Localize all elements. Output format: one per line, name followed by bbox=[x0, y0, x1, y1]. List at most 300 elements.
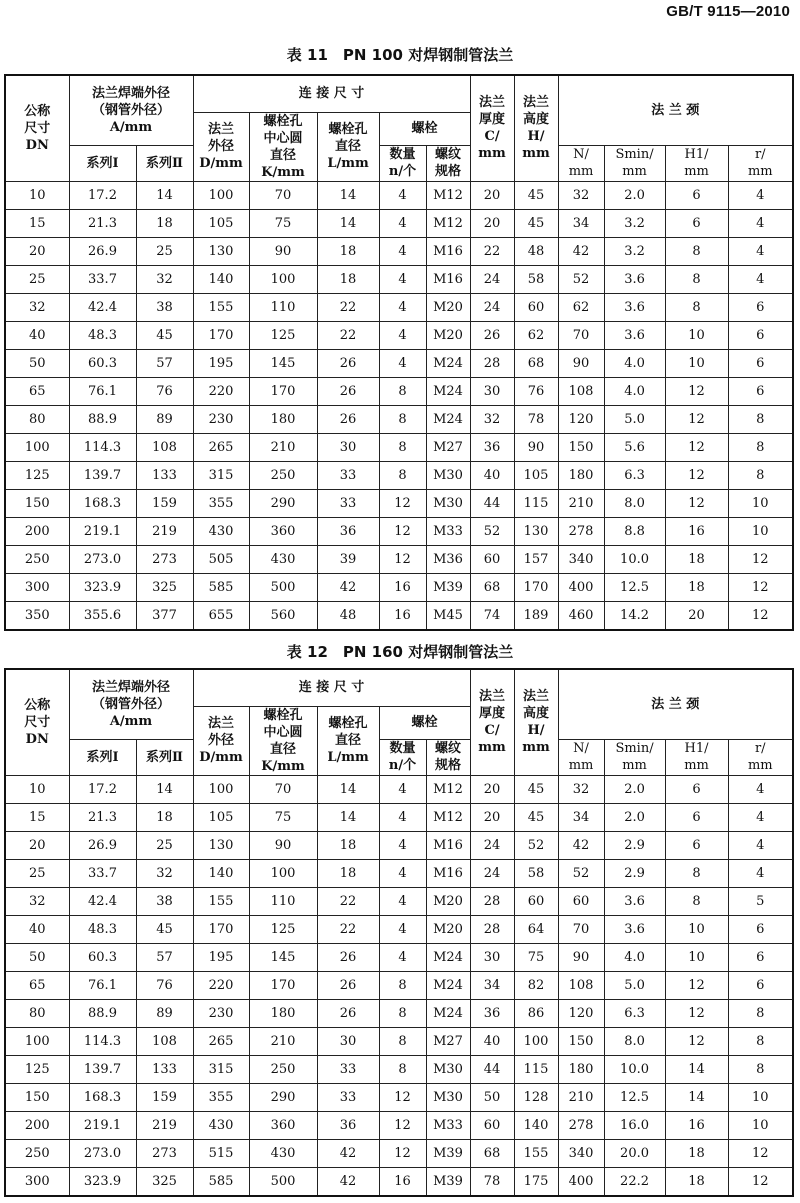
table-cell: 250 bbox=[5, 545, 69, 573]
table-cell: 325 bbox=[136, 573, 193, 601]
table-cell: 108 bbox=[558, 971, 604, 999]
table-12-caption: 表 12 PN 160 对焊钢制管法兰 bbox=[286, 643, 514, 661]
table-cell: 42 bbox=[317, 1139, 379, 1167]
table-row bbox=[5, 1027, 793, 1055]
table-cell: M39 bbox=[426, 1139, 470, 1167]
header-line: 螺纹 bbox=[435, 147, 462, 162]
table-cell: 14.2 bbox=[604, 601, 665, 630]
table-cell: 4 bbox=[379, 943, 426, 971]
table-cell: 60 bbox=[470, 1111, 514, 1139]
table-cell: 460 bbox=[558, 601, 604, 630]
table-cell: 42.4 bbox=[69, 887, 136, 915]
table-cell: 340 bbox=[558, 1139, 604, 1167]
table-cell: 2.9 bbox=[604, 859, 665, 887]
table-cell: 180 bbox=[249, 999, 317, 1027]
table-cell: 100 bbox=[249, 265, 317, 293]
header-line: 规格 bbox=[435, 164, 462, 179]
table-cell: 6 bbox=[728, 377, 793, 405]
table-cell: 26.9 bbox=[69, 831, 136, 859]
table-cell: 5 bbox=[728, 887, 793, 915]
table-cell: 8 bbox=[728, 1055, 793, 1083]
header-connection-dimensions: 连 接 尺 寸 bbox=[193, 75, 470, 112]
table-cell: 58 bbox=[514, 265, 558, 293]
table-cell: 400 bbox=[558, 573, 604, 601]
table-cell: 28 bbox=[470, 349, 514, 377]
header-flange-od bbox=[193, 112, 249, 181]
table-cell: 22 bbox=[470, 237, 514, 265]
table-row bbox=[5, 237, 793, 265]
table-cell: 52 bbox=[558, 859, 604, 887]
header-line: mm bbox=[478, 146, 506, 162]
table-cell: 10 bbox=[665, 943, 728, 971]
table-cell: 200 bbox=[5, 517, 69, 545]
table-cell: 78 bbox=[514, 405, 558, 433]
table-cell: 30 bbox=[317, 433, 379, 461]
table-cell: 17.2 bbox=[69, 181, 136, 209]
table-cell: 12 bbox=[665, 971, 728, 999]
table-cell: 4 bbox=[379, 293, 426, 321]
table-cell: 500 bbox=[249, 1167, 317, 1196]
table-cell: 60.3 bbox=[69, 943, 136, 971]
header-line: mm bbox=[478, 740, 506, 756]
table-cell: 140 bbox=[193, 859, 249, 887]
table-cell: 20 bbox=[5, 237, 69, 265]
table-cell: 76.1 bbox=[69, 377, 136, 405]
table-cell: 10 bbox=[665, 349, 728, 377]
table-cell: 20 bbox=[5, 831, 69, 859]
table-row bbox=[5, 489, 793, 517]
table-cell: 22 bbox=[317, 887, 379, 915]
table-cell: 4 bbox=[379, 321, 426, 349]
header-line: D/mm bbox=[199, 750, 243, 765]
table-cell: 15 bbox=[5, 209, 69, 237]
table-cell: 3.2 bbox=[604, 209, 665, 237]
table-cell: 42 bbox=[317, 1167, 379, 1196]
table-cell: 10.0 bbox=[604, 545, 665, 573]
table-row bbox=[5, 377, 793, 405]
table-cell: 108 bbox=[136, 433, 193, 461]
standard-number: GB/T 9115—2010 bbox=[666, 3, 790, 20]
table-cell: 6 bbox=[728, 349, 793, 377]
table-cell: 265 bbox=[193, 1027, 249, 1055]
table-cell: 4 bbox=[379, 209, 426, 237]
table-cell: 68 bbox=[470, 573, 514, 601]
table-cell: 4.0 bbox=[604, 349, 665, 377]
header-line: mm bbox=[684, 164, 709, 179]
table-cell: 45 bbox=[136, 321, 193, 349]
table-row bbox=[5, 209, 793, 237]
table-cell: M24 bbox=[426, 999, 470, 1027]
header-line: mm bbox=[684, 758, 709, 773]
table-cell: 32 bbox=[470, 405, 514, 433]
header-line: K/mm bbox=[261, 758, 305, 774]
table-cell: 42 bbox=[317, 573, 379, 601]
header-flange-od bbox=[193, 706, 249, 775]
header-line: 法兰焊端外径 bbox=[92, 679, 171, 695]
header-line: 直径 bbox=[270, 741, 297, 757]
table-cell: 34 bbox=[470, 971, 514, 999]
table-cell: 78 bbox=[470, 1167, 514, 1196]
table-cell: 50 bbox=[470, 1083, 514, 1111]
header-line: 法兰 bbox=[523, 689, 550, 705]
table-cell: 28 bbox=[470, 915, 514, 943]
table-row bbox=[5, 265, 793, 293]
table-cell: 12 bbox=[728, 545, 793, 573]
table-cell: 33 bbox=[317, 461, 379, 489]
table-cell: 60 bbox=[514, 293, 558, 321]
table-cell: 32 bbox=[5, 887, 69, 915]
table-cell: 350 bbox=[5, 601, 69, 630]
table-row bbox=[5, 293, 793, 321]
table-cell: 8 bbox=[665, 265, 728, 293]
table-cell: M20 bbox=[426, 321, 470, 349]
table-cell: 14 bbox=[136, 775, 193, 803]
table-cell: 52 bbox=[514, 831, 558, 859]
table-cell: 18 bbox=[136, 803, 193, 831]
header-line: 螺栓孔 bbox=[263, 707, 303, 723]
header-line: 数量 bbox=[389, 147, 416, 162]
table-cell: 145 bbox=[249, 943, 317, 971]
table-cell: 12 bbox=[665, 489, 728, 517]
table-cell: 515 bbox=[193, 1139, 249, 1167]
table-cell: 70 bbox=[249, 181, 317, 209]
table-cell: 4 bbox=[728, 859, 793, 887]
table-cell: 42.4 bbox=[69, 293, 136, 321]
table-cell: 114.3 bbox=[69, 433, 136, 461]
table-cell: 340 bbox=[558, 545, 604, 573]
table-cell: 48 bbox=[514, 237, 558, 265]
table-cell: 80 bbox=[5, 999, 69, 1027]
table-cell: 355.6 bbox=[69, 601, 136, 630]
table-cell: 8 bbox=[728, 433, 793, 461]
table-cell: 2.0 bbox=[604, 803, 665, 831]
header-line: （钢管外径） bbox=[92, 102, 171, 118]
table-cell: 170 bbox=[193, 915, 249, 943]
header-line: mm bbox=[522, 740, 550, 756]
table-cell: 14 bbox=[665, 1083, 728, 1111]
table-cell: 170 bbox=[249, 971, 317, 999]
table-cell: 20 bbox=[470, 181, 514, 209]
header-dn bbox=[5, 75, 69, 181]
table-cell: 17.2 bbox=[69, 775, 136, 803]
table-cell: 4 bbox=[728, 775, 793, 803]
table-cell: M16 bbox=[426, 265, 470, 293]
header-line: L/mm bbox=[327, 156, 369, 171]
table-cell: 128 bbox=[514, 1083, 558, 1111]
table-cell: 12 bbox=[379, 545, 426, 573]
table-cell: 62 bbox=[514, 321, 558, 349]
header-line: 螺栓孔 bbox=[263, 113, 303, 129]
table-cell: 8 bbox=[379, 433, 426, 461]
table-cell: 180 bbox=[558, 1055, 604, 1083]
table-cell: 159 bbox=[136, 489, 193, 517]
table-cell: 377 bbox=[136, 601, 193, 630]
table-cell: 100 bbox=[193, 775, 249, 803]
table-cell: 50 bbox=[5, 943, 69, 971]
table-cell: 4 bbox=[379, 349, 426, 377]
table-cell: M39 bbox=[426, 573, 470, 601]
table-cell: 62 bbox=[558, 293, 604, 321]
table-cell: 220 bbox=[193, 377, 249, 405]
table-cell: 4 bbox=[728, 209, 793, 237]
header-bolt: 螺栓 bbox=[379, 112, 470, 145]
table-cell: M24 bbox=[426, 405, 470, 433]
header-neck-N bbox=[558, 145, 604, 181]
header-flange-thickness bbox=[470, 75, 514, 181]
header-line: H/ bbox=[527, 129, 545, 145]
table-cell: 4 bbox=[379, 915, 426, 943]
table-cell: M33 bbox=[426, 1111, 470, 1139]
table-cell: 3.6 bbox=[604, 321, 665, 349]
table-row bbox=[5, 915, 793, 943]
header-line: 高度 bbox=[523, 706, 550, 722]
table-cell: 180 bbox=[249, 405, 317, 433]
table-cell: 4 bbox=[728, 265, 793, 293]
header-line: mm bbox=[747, 164, 773, 179]
table-cell: 360 bbox=[249, 517, 317, 545]
table-cell: 4 bbox=[379, 887, 426, 915]
table-cell: 88.9 bbox=[69, 405, 136, 433]
table-cell: 250 bbox=[249, 1055, 317, 1083]
table-cell: 12.5 bbox=[604, 1083, 665, 1111]
table-cell: 430 bbox=[249, 545, 317, 573]
table-cell: 24 bbox=[470, 859, 514, 887]
header-flange-height bbox=[514, 75, 558, 181]
header-line: mm bbox=[568, 758, 594, 773]
header-line: N/ bbox=[573, 741, 589, 756]
table-cell: 33 bbox=[317, 1055, 379, 1083]
table-cell: 22 bbox=[317, 321, 379, 349]
table-cell: 210 bbox=[249, 433, 317, 461]
header-bolt-count bbox=[379, 145, 426, 181]
header-line: DN bbox=[25, 137, 49, 153]
table-cell: 45 bbox=[514, 803, 558, 831]
table-cell: 45 bbox=[136, 915, 193, 943]
table-cell: 355 bbox=[193, 489, 249, 517]
table-cell: 24 bbox=[470, 293, 514, 321]
table-cell: 300 bbox=[5, 1167, 69, 1196]
table-cell: 45 bbox=[514, 181, 558, 209]
table-cell: 6 bbox=[728, 321, 793, 349]
table-cell: 32 bbox=[558, 181, 604, 209]
table-cell: M12 bbox=[426, 775, 470, 803]
table-cell: 26 bbox=[470, 321, 514, 349]
table-cell: 65 bbox=[5, 971, 69, 999]
table-cell: 33 bbox=[317, 489, 379, 517]
table-cell: 108 bbox=[558, 377, 604, 405]
table-cell: 18 bbox=[665, 545, 728, 573]
table-cell: 655 bbox=[193, 601, 249, 630]
header-line: 直径 bbox=[335, 733, 362, 748]
table-cell: 278 bbox=[558, 517, 604, 545]
table-cell: 12 bbox=[379, 489, 426, 517]
table-cell: 200 bbox=[5, 1111, 69, 1139]
table-cell: 70 bbox=[558, 915, 604, 943]
header-line: 螺栓孔 bbox=[328, 122, 368, 137]
table-cell: 12 bbox=[379, 517, 426, 545]
table-cell: 90 bbox=[249, 237, 317, 265]
table-cell: 323.9 bbox=[69, 1167, 136, 1196]
table-cell: 140 bbox=[193, 265, 249, 293]
header-line: 外径 bbox=[208, 733, 235, 748]
table-cell: 88.9 bbox=[69, 999, 136, 1027]
table-cell: 40 bbox=[5, 321, 69, 349]
table-cell: 2.9 bbox=[604, 831, 665, 859]
header-line: 法兰 bbox=[208, 122, 235, 137]
table-cell: 3.6 bbox=[604, 915, 665, 943]
table-cell: M24 bbox=[426, 971, 470, 999]
header-line: A/mm bbox=[109, 713, 153, 729]
table-cell: 26 bbox=[317, 349, 379, 377]
header-line: 法兰 bbox=[523, 95, 550, 111]
header-flange-thickness bbox=[470, 669, 514, 775]
table-cell: 12 bbox=[665, 1027, 728, 1055]
table-cell: 30 bbox=[317, 1027, 379, 1055]
table-row bbox=[5, 1139, 793, 1167]
header-line: 法兰 bbox=[479, 689, 506, 705]
table-cell: 18 bbox=[665, 573, 728, 601]
table-cell: 195 bbox=[193, 943, 249, 971]
header-line: n/个 bbox=[388, 164, 417, 179]
table-cell: 12 bbox=[728, 601, 793, 630]
table-cell: 18 bbox=[136, 209, 193, 237]
table-cell: 110 bbox=[249, 887, 317, 915]
header-line: 公称 bbox=[24, 103, 51, 119]
table-cell: 273 bbox=[136, 545, 193, 573]
table-cell: 80 bbox=[5, 405, 69, 433]
table-cell: M39 bbox=[426, 1167, 470, 1196]
table-cell: 6.3 bbox=[604, 999, 665, 1027]
table-cell: 33.7 bbox=[69, 859, 136, 887]
table-cell: 4.0 bbox=[604, 377, 665, 405]
table-row bbox=[5, 1083, 793, 1111]
table-cell: 20.0 bbox=[604, 1139, 665, 1167]
header-line: 法兰焊端外径 bbox=[92, 85, 171, 101]
table-cell: 230 bbox=[193, 405, 249, 433]
header-flange-neck: 法 兰 颈 bbox=[558, 75, 793, 145]
table-cell: 45 bbox=[514, 775, 558, 803]
header-line: 螺纹 bbox=[435, 741, 462, 756]
table-cell: 6 bbox=[728, 915, 793, 943]
header-weld-end-diameter bbox=[69, 75, 193, 145]
table-cell: 40 bbox=[5, 915, 69, 943]
table-cell: 76 bbox=[136, 377, 193, 405]
table-pn100 bbox=[4, 74, 794, 631]
header-line: 数量 bbox=[389, 741, 416, 756]
table-cell: 105 bbox=[193, 209, 249, 237]
header-bolt: 螺栓 bbox=[379, 706, 470, 739]
table-cell: 219.1 bbox=[69, 517, 136, 545]
table-cell: 36 bbox=[317, 517, 379, 545]
table-cell: 114.3 bbox=[69, 1027, 136, 1055]
table-cell: 2.0 bbox=[604, 181, 665, 209]
table-cell: 8 bbox=[728, 405, 793, 433]
table-cell: 20 bbox=[470, 775, 514, 803]
table-row bbox=[5, 181, 793, 209]
table-cell: 100 bbox=[249, 859, 317, 887]
table-cell: 8 bbox=[379, 1055, 426, 1083]
table-cell: 15 bbox=[5, 803, 69, 831]
table-cell: 125 bbox=[249, 915, 317, 943]
table-cell: 4 bbox=[379, 265, 426, 293]
table-cell: 125 bbox=[5, 1055, 69, 1083]
table-cell: 100 bbox=[5, 1027, 69, 1055]
table-cell: 3.6 bbox=[604, 265, 665, 293]
table-cell: 125 bbox=[249, 321, 317, 349]
header-line: mm bbox=[568, 164, 594, 179]
header-line: n/个 bbox=[388, 758, 417, 773]
table-cell: M33 bbox=[426, 517, 470, 545]
header-line: C/ bbox=[484, 723, 500, 739]
table-cell: 12 bbox=[728, 1167, 793, 1196]
table-cell: 10 bbox=[5, 181, 69, 209]
table-cell: 24 bbox=[470, 831, 514, 859]
header-series-1: 系列Ⅰ bbox=[69, 739, 136, 775]
table-cell: 82 bbox=[514, 971, 558, 999]
header-line: 直径 bbox=[335, 139, 362, 154]
table-cell: 10 bbox=[728, 517, 793, 545]
table-cell: 8 bbox=[379, 999, 426, 1027]
table-cell: 110 bbox=[249, 293, 317, 321]
header-neck-r bbox=[728, 145, 793, 181]
table-cell: 10 bbox=[728, 1111, 793, 1139]
table-cell: 8 bbox=[728, 1027, 793, 1055]
table-cell: 8.0 bbox=[604, 1027, 665, 1055]
table-cell: 14 bbox=[665, 1055, 728, 1083]
table-cell: 76 bbox=[136, 971, 193, 999]
table-row bbox=[5, 1167, 793, 1196]
table-cell: 18 bbox=[665, 1139, 728, 1167]
header-bolt-hole bbox=[317, 706, 379, 775]
table-cell: 230 bbox=[193, 999, 249, 1027]
table-cell: 24 bbox=[470, 265, 514, 293]
header-bolt-circle bbox=[249, 112, 317, 181]
table-cell: 4 bbox=[379, 803, 426, 831]
table-cell: 12 bbox=[665, 433, 728, 461]
table-cell: 273.0 bbox=[69, 1139, 136, 1167]
table-cell: 14 bbox=[317, 803, 379, 831]
table-row bbox=[5, 943, 793, 971]
table-cell: 4 bbox=[379, 831, 426, 859]
table-cell: 18 bbox=[317, 265, 379, 293]
table-cell: 26 bbox=[317, 405, 379, 433]
table-cell: 60 bbox=[558, 887, 604, 915]
table-cell: M30 bbox=[426, 461, 470, 489]
table-cell: 180 bbox=[558, 461, 604, 489]
table-cell: 170 bbox=[249, 377, 317, 405]
table-cell: 120 bbox=[558, 405, 604, 433]
table-cell: 32 bbox=[136, 265, 193, 293]
table-cell: M27 bbox=[426, 433, 470, 461]
header-weld-end-diameter bbox=[69, 669, 193, 739]
table-cell: 75 bbox=[514, 943, 558, 971]
header-line: mm bbox=[622, 758, 647, 773]
table-cell: 8 bbox=[379, 461, 426, 489]
table-cell: 4 bbox=[728, 181, 793, 209]
table-cell: 12 bbox=[728, 573, 793, 601]
table-cell: 33.7 bbox=[69, 265, 136, 293]
table-cell: 22 bbox=[317, 915, 379, 943]
table-cell: 76.1 bbox=[69, 971, 136, 999]
table-cell: 12 bbox=[728, 1139, 793, 1167]
table-cell: 58 bbox=[514, 859, 558, 887]
table-cell: 16.0 bbox=[604, 1111, 665, 1139]
table-row bbox=[5, 433, 793, 461]
table-cell: M16 bbox=[426, 237, 470, 265]
table-cell: 36 bbox=[317, 1111, 379, 1139]
table-cell: 8 bbox=[379, 377, 426, 405]
table-cell: 12 bbox=[665, 999, 728, 1027]
